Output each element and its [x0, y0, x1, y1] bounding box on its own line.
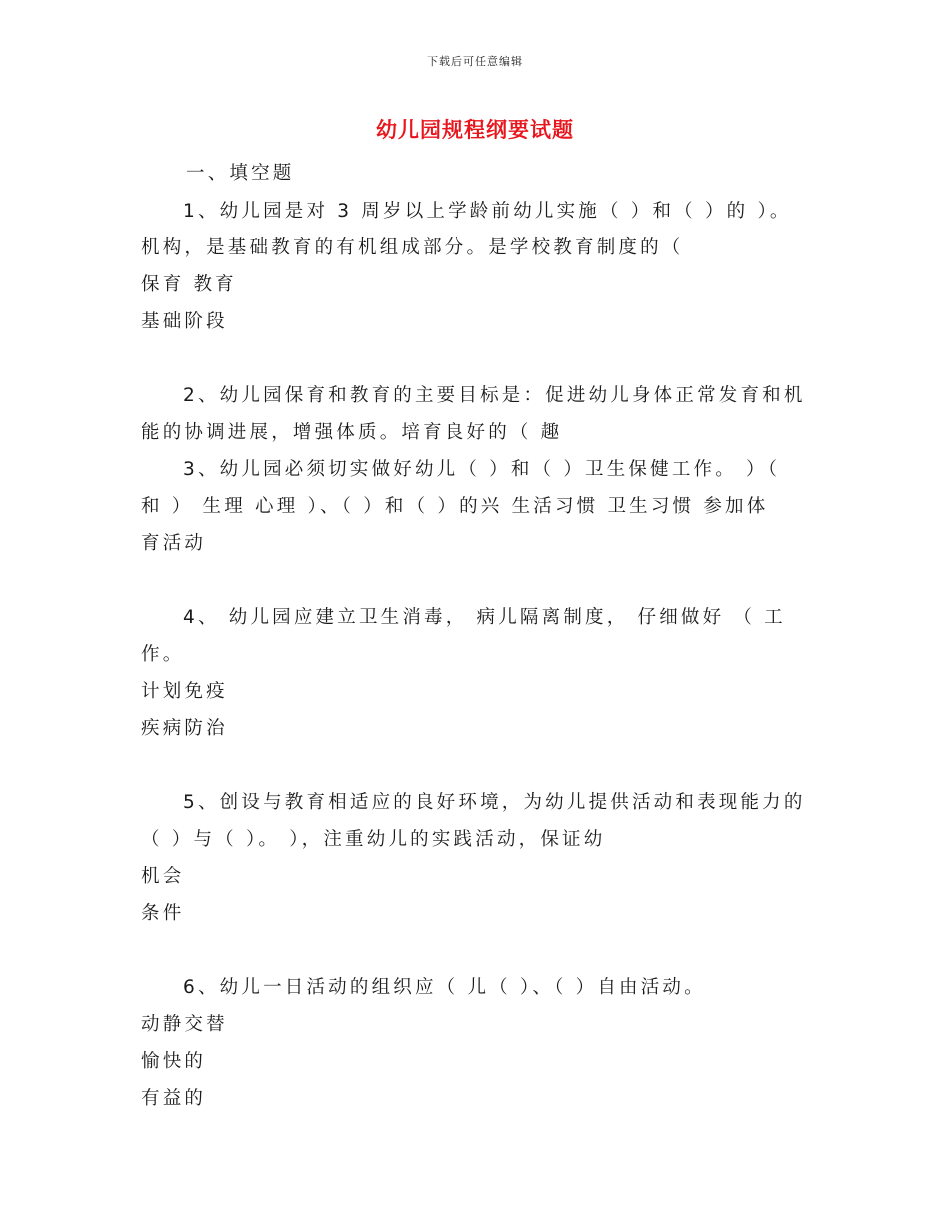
- q6-answer1: 动静交替: [141, 1014, 228, 1035]
- q1-answer1: 保育 教育: [141, 274, 237, 295]
- document-title: 幼儿园规程纲要试题: [376, 118, 574, 142]
- q5-answer2: 条件: [141, 903, 185, 924]
- q6-answer2: 愉快的: [141, 1051, 207, 1072]
- q3-line2: 和 ） 生理 心理 ）、（ ）和（ ）的兴 生活习惯 卫生习惯 参加体: [141, 496, 769, 517]
- q4-answer2: 疾病防治: [141, 718, 228, 739]
- header-note: 下载后可任意编辑: [427, 55, 523, 68]
- q6-answer3: 有益的: [141, 1088, 207, 1109]
- q5-line1: 5、创设与教育相适应的良好环境，为幼儿提供活动和表现能力的: [183, 792, 806, 813]
- q6-line1: 6、幼儿一日活动的组织应（ 儿（ ）、（ ）自由活动。: [183, 977, 706, 998]
- q1-answer2: 基础阶段: [141, 311, 228, 332]
- q5-line2: （ ）与（ ）。 ），注重幼儿的实践活动，保证幼: [141, 829, 606, 850]
- q1-line1: 1、幼儿园是对 3 周岁以上学龄前幼儿实施（ ）和（ ）的 ）。: [183, 201, 792, 222]
- q2-line1: 2、幼儿园保育和教育的主要目标是：促进幼儿身体正常发育和机: [183, 385, 806, 406]
- q5-answer1: 机会: [141, 866, 185, 887]
- q2-line2: 能的协调进展，增强体质。培育良好的（ 趣: [141, 422, 563, 443]
- q3-line1: 3、幼儿园必须切实做好幼儿（ ）和（ ）卫生保健工作。 ）（: [183, 459, 781, 480]
- q4-line2: 作。: [141, 644, 185, 665]
- q4-answer1: 计划免疫: [141, 681, 228, 702]
- q3-line3: 育活动: [141, 533, 207, 554]
- q4-line1: 4、 幼儿园应建立卫生消毒， 病儿隔离制度， 仔细做好 （ 工: [183, 607, 786, 628]
- q1-line2: 机构，是基础教育的有机组成部分。是学校教育制度的（: [141, 237, 684, 258]
- section-heading: 一、填空题: [186, 163, 295, 184]
